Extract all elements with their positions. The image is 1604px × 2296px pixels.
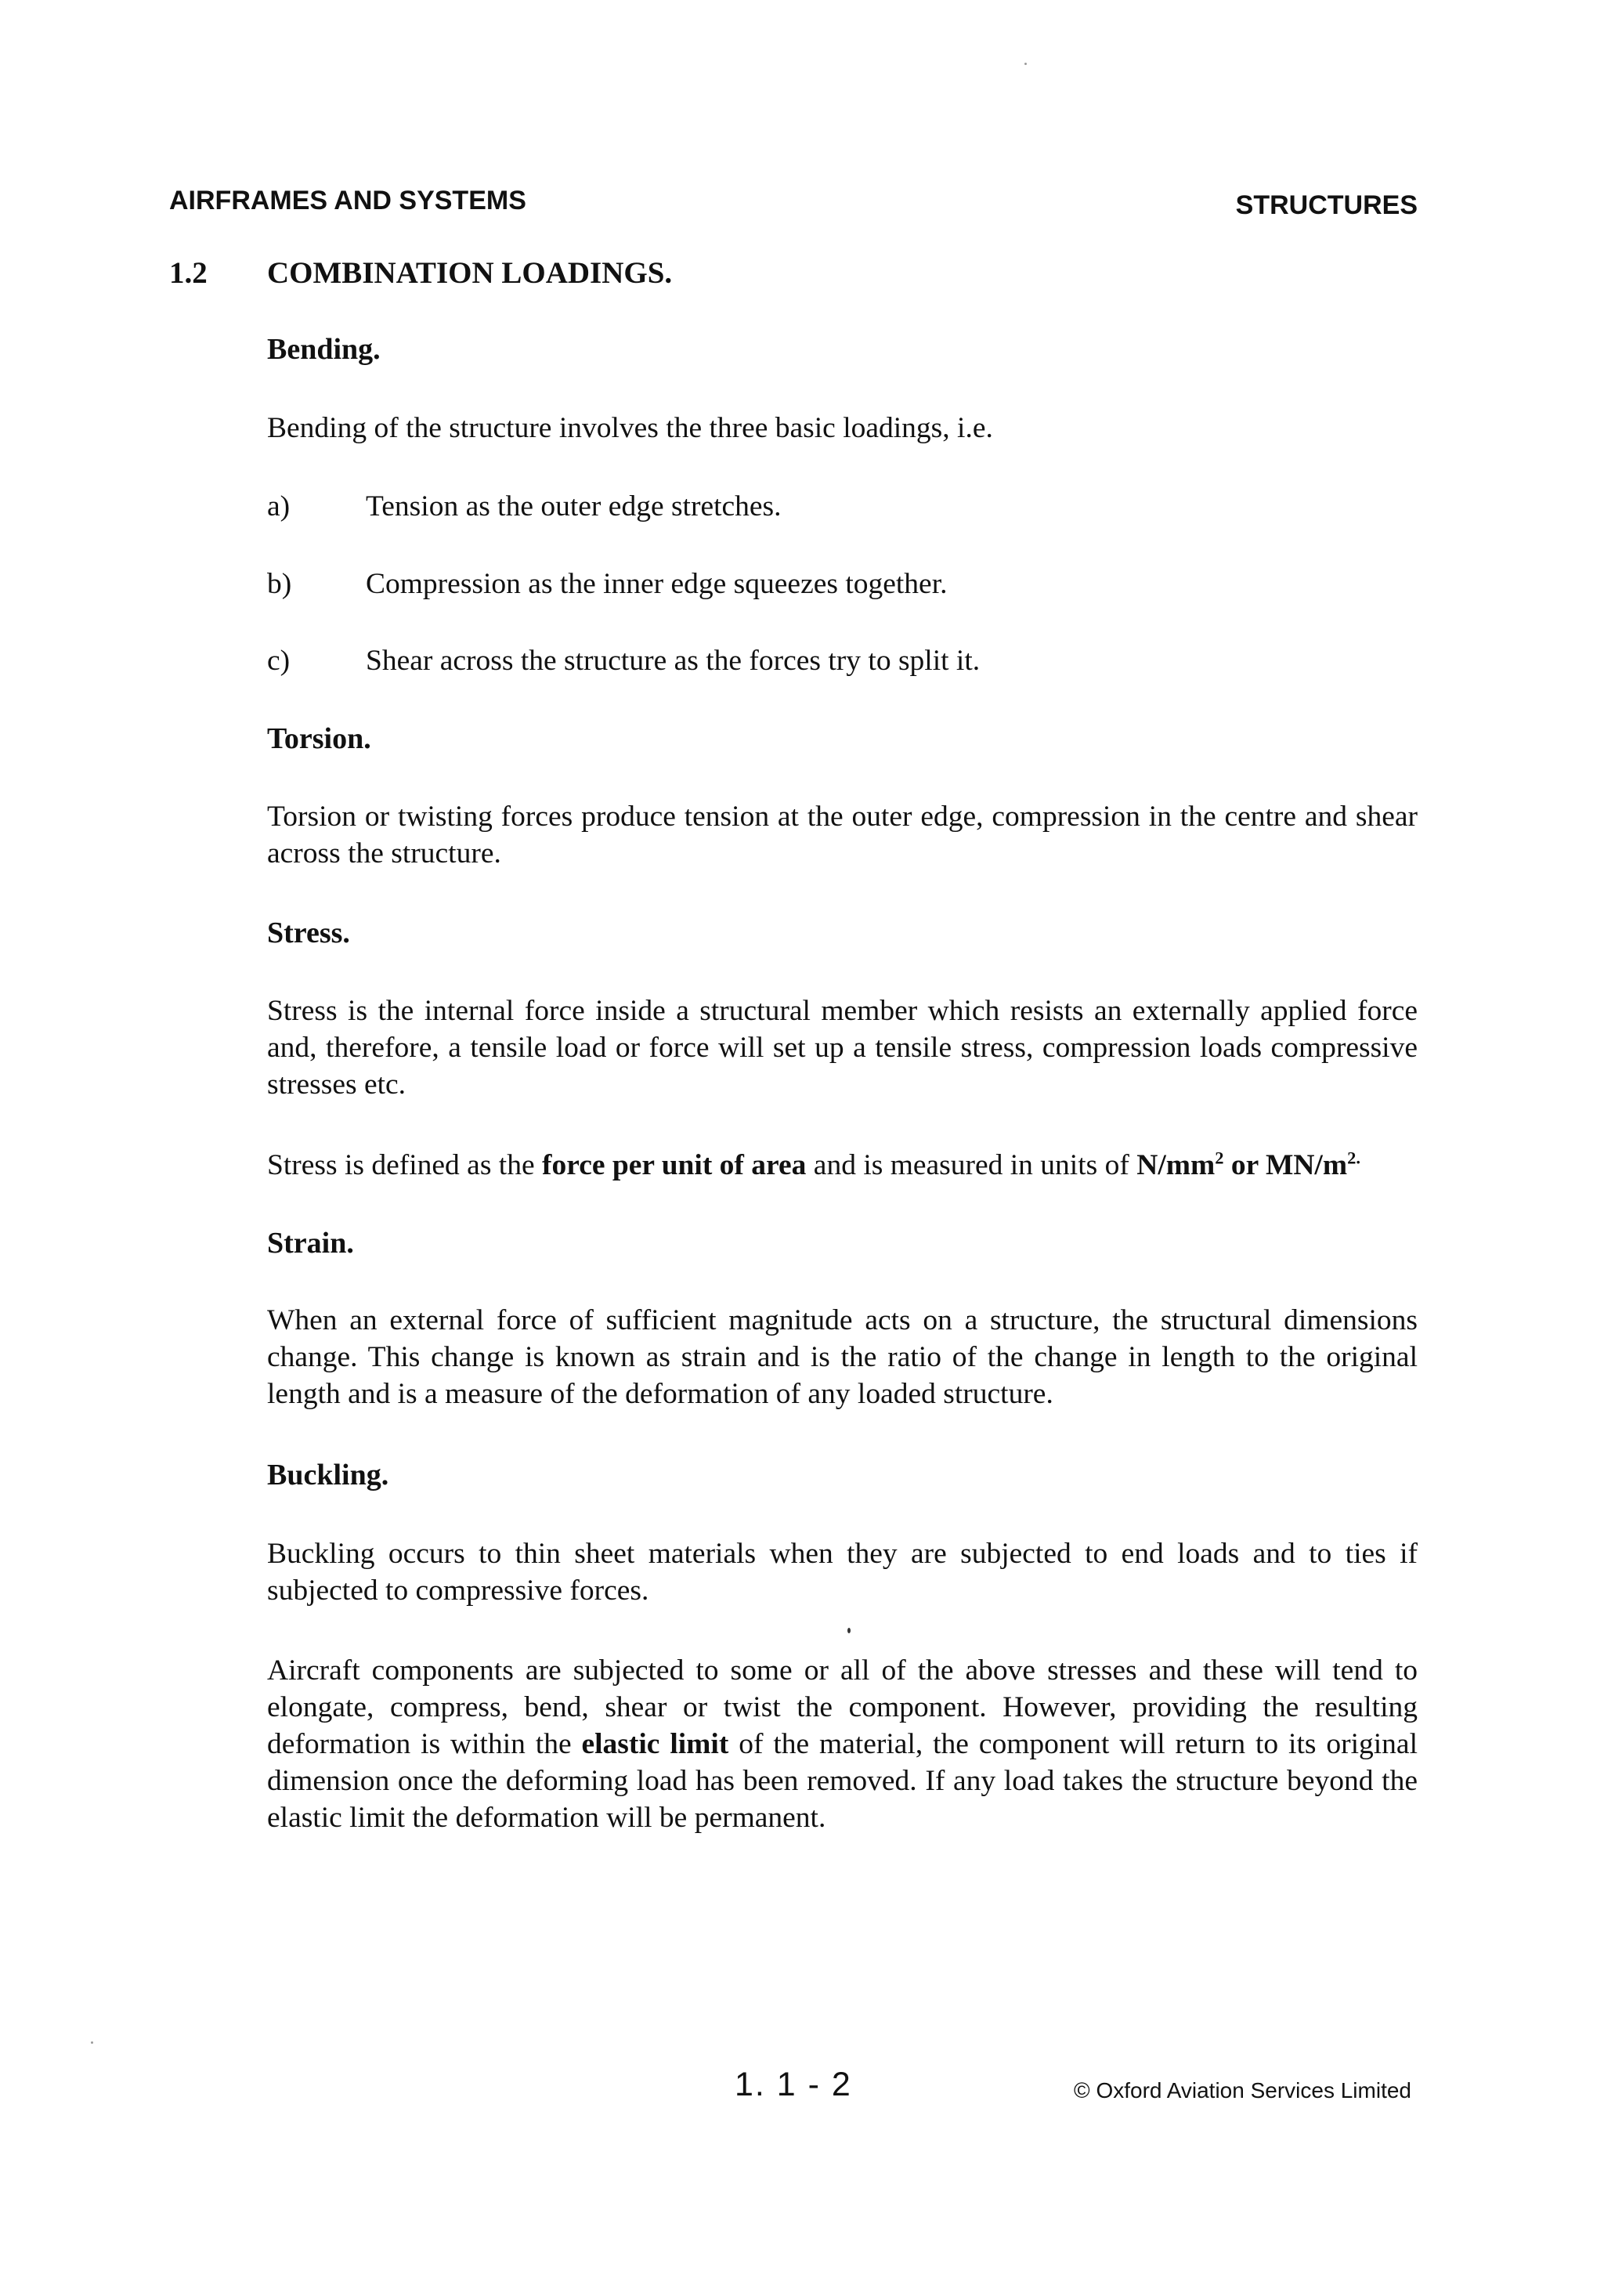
torsion-body: Torsion or twisting forces produce tension at the outer edge, compression in the centre and shear across the structure.	[267, 801, 1418, 870]
bending-intro: Bending of the structure involves the three basic loadings, i.e.	[267, 412, 993, 444]
summary-prefix: Aircraft components are subjected to some or all of the above stresses and these will tend to elongate, compress, bend, shear or twist the component. However, providing the resulting deformation is within the	[267, 1654, 1418, 1760]
definition-middle: and is measured in units of	[806, 1149, 1137, 1181]
section-number: 1.2	[169, 256, 208, 290]
running-header-right: STRUCTURES	[1235, 190, 1418, 220]
section-title: COMBINATION LOADINGS.	[267, 256, 673, 290]
strain-body: When an external force of sufficient magnitude acts on a structure, the structural dimensions change. This change is known as strain and is the ratio of the change in length to the original length and is a measure of the deformation of any loaded structure.	[267, 1304, 1418, 1410]
stress-body: Stress is the internal force inside a structural member which resists an externally applied force and, therefore, a tensile load or force will set up a tensile stress, compression loads compressive stresses etc.	[267, 995, 1418, 1101]
torsion-heading-block	[267, 721, 1418, 757]
page-number: 1. 1 - 2	[735, 2066, 852, 2103]
torsion-body-block	[267, 798, 1418, 872]
buckling-body: Buckling occurs to thin sheet materials when they are subjected to end loads and to ties if subjected to compressive forces.	[267, 1538, 1418, 1607]
unit-n-per-mm2: $N/mm^2$	[1136, 1148, 1224, 1181]
stress-heading-block	[267, 915, 1418, 951]
buckling-heading-block	[267, 1457, 1418, 1493]
definition-prefix: Stress is defined as the	[267, 1149, 542, 1181]
subheading: Bending.	[267, 333, 381, 366]
subheading: Torsion.	[267, 722, 371, 755]
copyright-notice: © Oxford Aviation Services Limited	[1074, 2078, 1411, 2103]
running-header-left: AIRFRAMES AND SYSTEMS	[169, 186, 526, 215]
summary-term: elastic limit	[581, 1728, 729, 1760]
strain-body-block	[267, 1302, 1418, 1412]
list-item-text: Compression as the inner edge squeezes together.	[366, 568, 948, 600]
summary-suffix: of the material, the component will return to its original dimension once the deforming load has been removed. If any load takes the structure beyond the elastic limit the deformation will be permanent.	[267, 1728, 1418, 1834]
bending-intro-block	[267, 410, 1418, 447]
stress-definition-block	[267, 1147, 1418, 1184]
subheading: Strain.	[267, 1227, 354, 1260]
stress-body-block	[267, 993, 1418, 1103]
buckling-summary	[267, 1652, 1418, 1836]
list-marker: b)	[267, 568, 292, 600]
unit-connector: or	[1223, 1149, 1266, 1181]
list-item-text: Tension as the outer edge stretches.	[366, 490, 782, 522]
buckling-summary-block	[267, 1652, 1418, 1836]
scan-speck	[91, 2041, 93, 2044]
unit-mn-per-m2: $MN/m^{2.}$	[1265, 1148, 1360, 1181]
buckling-body-block	[267, 1535, 1418, 1609]
definition-term: force per unit of area	[541, 1149, 807, 1181]
bending-heading	[267, 331, 1418, 367]
stress-definition	[267, 1147, 1418, 1184]
strain-heading-block	[267, 1225, 1418, 1261]
scan-speck	[847, 1628, 851, 1633]
subheading: Buckling.	[267, 1459, 389, 1491]
subheading: Stress.	[267, 917, 350, 949]
list-marker: a)	[267, 490, 291, 522]
list-marker: c)	[267, 645, 291, 677]
scan-speck	[1024, 63, 1027, 65]
list-item-text: Shear across the structure as the forces try to split it.	[366, 645, 981, 677]
